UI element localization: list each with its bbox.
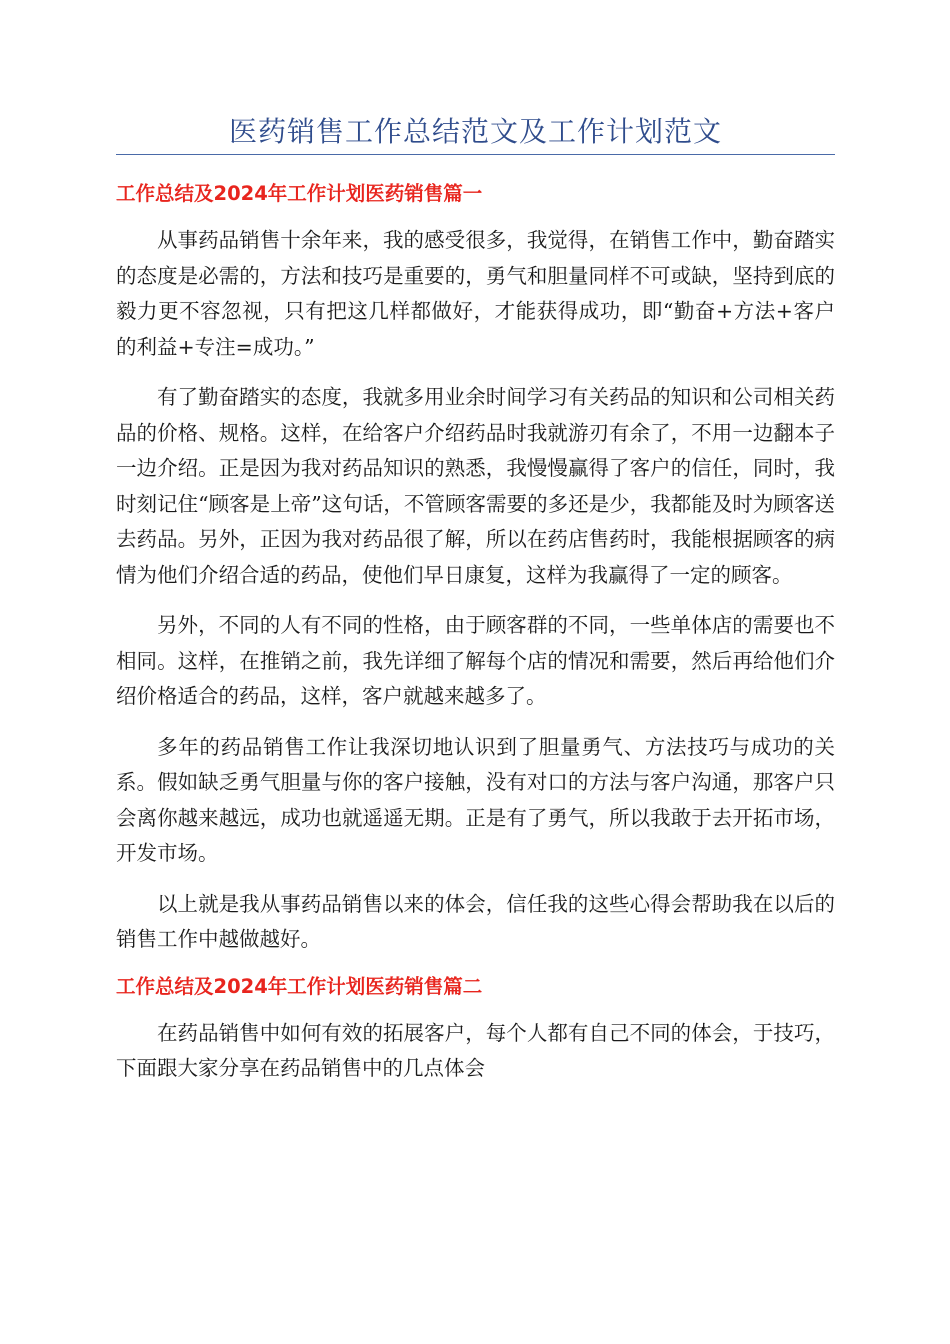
body-paragraph: 从事药品销售十余年来，我的感受很多，我觉得，在销售工作中，勤奋踏实的态度是必需的，方法和技巧是重要的，勇气和胆量同样不可或缺，坚持到底的毅力更不容忽视，只有把这几样都做好，才能获得成功，即“勤奋+方法+客户的利益+专注=成功。” <box>116 228 835 359</box>
section-heading: 工作总结及2024年工作计划医药销售篇一 <box>116 182 483 205</box>
body-paragraph: 在药品销售中如何有效的拓展客户，每个人都有自己不同的体会，于技巧，下面跟大家分享在药品销售中的几点体会 <box>116 1020 835 1080</box>
body-paragraph: 另外，不同的人有不同的性格，由于顾客群的不同，一些单体店的需要也不相同。这样，在推销之前，我先详细了解每个店的情况和需要，然后再给他们介绍价格适合的药品，这样，客户就越来越多了。 <box>116 613 835 708</box>
document-title: 医药销售工作总结范文及工作计划范文 <box>228 115 722 148</box>
body-paragraph: 以上就是我从事药品销售以来的体会，信任我的这些心得会帮助我在以后的销售工作中越做越好。 <box>116 891 835 951</box>
title-underline-divider <box>116 154 835 155</box>
section-heading: 工作总结及2024年工作计划医药销售篇二 <box>116 974 483 998</box>
body-paragraph: 多年的药品销售工作让我深切地认识到了胆量勇气、方法技巧与成功的关系。假如缺乏勇气胆量与你的客户接触，没有对口的方法与客户沟通，那客户只会离你越来越远，成功也就遥遥无期。正是有了勇气，所以我敢于去开拓市场，开发市场。 <box>116 734 835 865</box>
document-body <box>116 172 835 1102</box>
section-2 <box>116 973 835 1087</box>
section-1 <box>116 180 835 958</box>
body-paragraph: 有了勤奋踏实的态度，我就多用业余时间学习有关药品的知识和公司相关药品的价格、规格。这样，在给客户介绍药品时我就游刃有余了，不用一边翻本子一边介绍。正是因为我对药品知识的熟悉，我慢慢赢得了客户的信任，同时，我时刻记住“顾客是上帝”这句话，不管顾客需要的多还是少，我都能及时为顾客送去药品。另外，正因为我对药品很了解，所以在药店售药时，我能根据顾客的病情为他们介绍合适的药品，使他们早日康复，这样为我赢得了一定的顾客。 <box>116 385 835 587</box>
